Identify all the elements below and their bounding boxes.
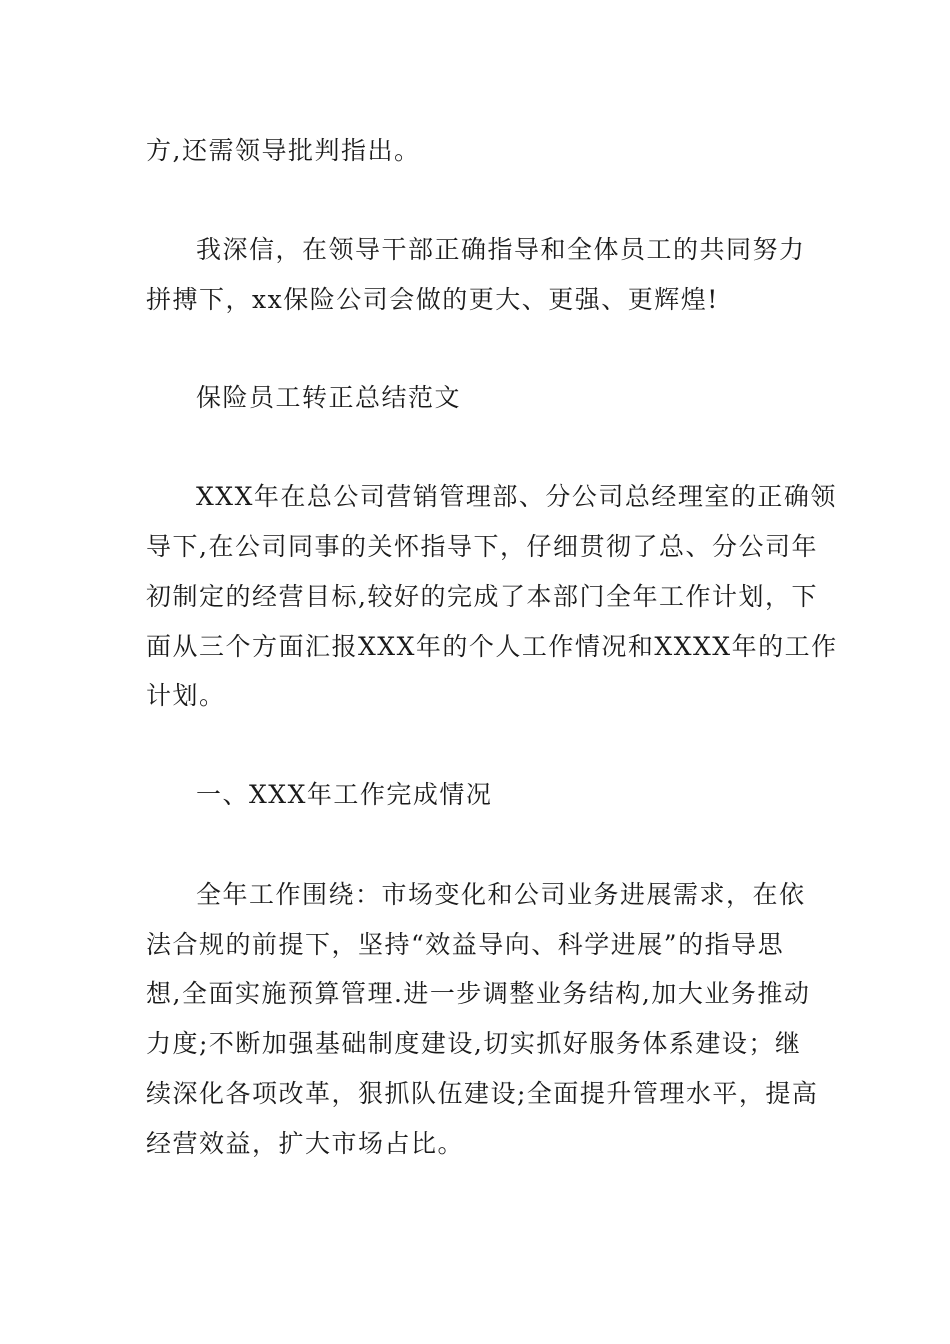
section-title: 保险员工转正总结范文 — [196, 383, 462, 412]
text-line: 方,还需领导批判指出。 — [146, 136, 421, 165]
section-heading: 一、XXX年工作完成情况 — [196, 780, 493, 809]
text-line: 导下,在公司同事的关怀指导下，仔细贯彻了总、分公司年 — [146, 532, 818, 561]
text-line: 初制定的经营目标,较好的完成了本部门全年工作计划，下 — [146, 582, 818, 611]
text-line: 力度;不断加强基础制度建设,切实抓好服务体系建设；继 — [146, 1029, 802, 1058]
text-line: 拼搏下，xx保险公司会做的更大、更强、更辉煌! — [146, 285, 719, 314]
text-line: 计划。 — [146, 681, 226, 710]
text-line: 经营效益，扩大市场占比。 — [146, 1129, 465, 1158]
text-line: 想,全面实施预算管理.进一步调整业务结构,加大业务推动 — [146, 979, 811, 1008]
text-line: 全年工作围绕：市场变化和公司业务进展需求，在依 — [196, 880, 806, 909]
text-line: 我深信，在领导干部正确指导和全体员工的共同努力 — [196, 235, 806, 264]
text-line: 法合规的前提下，坚持“效益导向、科学进展”的指导思 — [146, 930, 785, 959]
text-line: XXX年在总公司营销管理部、分公司总经理室的正确领 — [196, 482, 837, 511]
text-line: 续深化各项改革，狠抓队伍建设;全面提升管理水平，提高 — [146, 1079, 819, 1108]
text-line: 面从三个方面汇报XXX年的个人工作情况和XXXX年的工作 — [146, 632, 838, 661]
